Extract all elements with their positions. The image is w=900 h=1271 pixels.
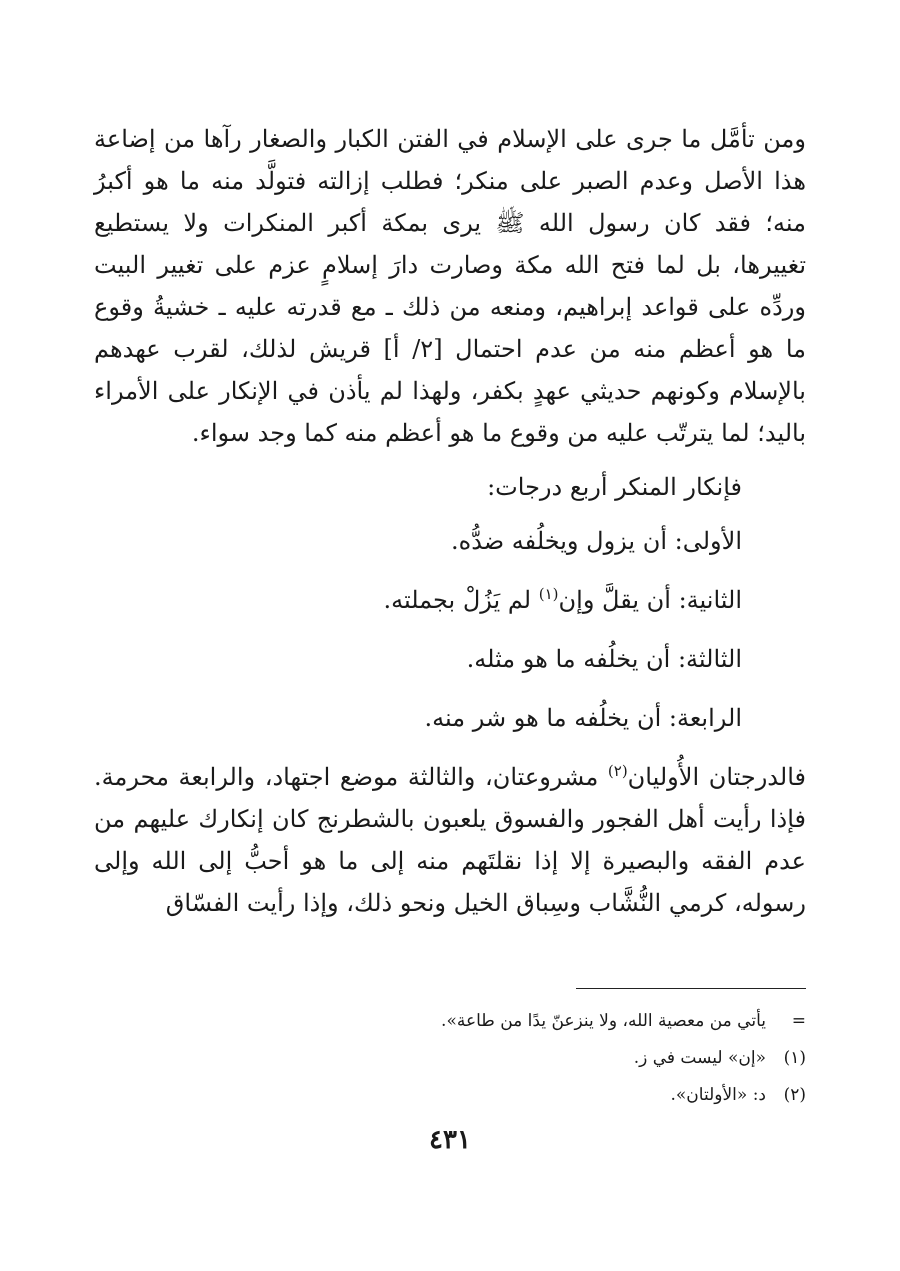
paragraph-1: ومن تأمَّل ما جرى على الإسلام في الفتن الكبار والصغار رآها من إضاعة هذا الأصل وعدم الصبر على منكر؛ فطلب إزالته فتولَّد منه ما هو أكبرُ منه؛ فقد كان رسول الله ﷺ يرى بمكة أكبر المنكرات ولا يستطيع تغييرها، بل لما فتح الله مكة وصارت دارَ إسلامٍ عزم على تغيير البيت وردِّه على قواعد إبراهيم، ومنعه من ذلك ـ مع قدرته عليه ـ خشيةُ وقوع ما هو أعظم منه من عدم احتمال [٢/ أ] قريش لذلك، لقرب عهدهم بالإسلام وكونهم حديثي عهدٍ بكفر، ولهذا لم يأذن في الإنكار على الأمراء باليد؛ لما يترتّب عليه من وقوع ما هو أعظم منه كما وجد سواء. [94, 125, 806, 447]
footnote-ref-1: (١) [538, 585, 559, 603]
footnote-2 [94, 1077, 806, 1114]
paragraph-3-end: مشروعتان، والثالثة موضع اجتهاد، والرابعة محرمة. فإذا رأيت أهل الفجور والفسوق يلعبون بالشطرنج كان إنكارك عليهم من عدم الفقه والبصيرة إلا إذا نقلتَهم منه إلى ما هو أحبُّ إلى الله وإلى رسوله، كرمي النُّشَّاب وسِباق الخيل ونحو ذلك، وإذا رأيت الفسّاق [94, 763, 807, 917]
continuation-mark: = [791, 1011, 806, 1031]
footnote-1-text: «إن» ليست في ز. [633, 1048, 766, 1068]
footnote-ref-2: (٢) [607, 762, 628, 780]
footnote-continuation [94, 1003, 806, 1040]
degree-1: الأولى: أن يزول ويخلُفه ضدُّه. [451, 527, 742, 555]
degree-2-text-start: الثانية: أن يقلَّ وإن [558, 586, 742, 614]
footnote-separator [576, 988, 806, 989]
degree-2 [94, 579, 806, 621]
degree-2-text-end: لم يَزُلْ بجملته. [383, 586, 539, 614]
footnote-2-text: د: «الأولتان». [670, 1085, 766, 1105]
footnote-1-number: (١) [783, 1048, 806, 1068]
degrees-list [94, 466, 806, 739]
degrees-intro: فإنكار المنكر أربع درجات: [487, 473, 742, 501]
footnote-1 [94, 1040, 806, 1077]
continuation-text: يأتي من معصية الله، ولا ينزعنّ يدًا من طاعة». [441, 1011, 766, 1031]
footnote-2-number: (٢) [783, 1085, 806, 1105]
main-text [94, 118, 806, 924]
page-number: ٤٣١ [429, 1125, 471, 1155]
degree-3: الثالثة: أن يخلُفه ما هو مثله. [466, 645, 742, 673]
footnotes [94, 1003, 806, 1114]
paragraph-3-start: فالدرجتان الأُوليان [627, 763, 806, 791]
degree-4: الرابعة: أن يخلُفه ما هو شر منه. [424, 704, 742, 732]
paragraph-3 [94, 756, 806, 924]
